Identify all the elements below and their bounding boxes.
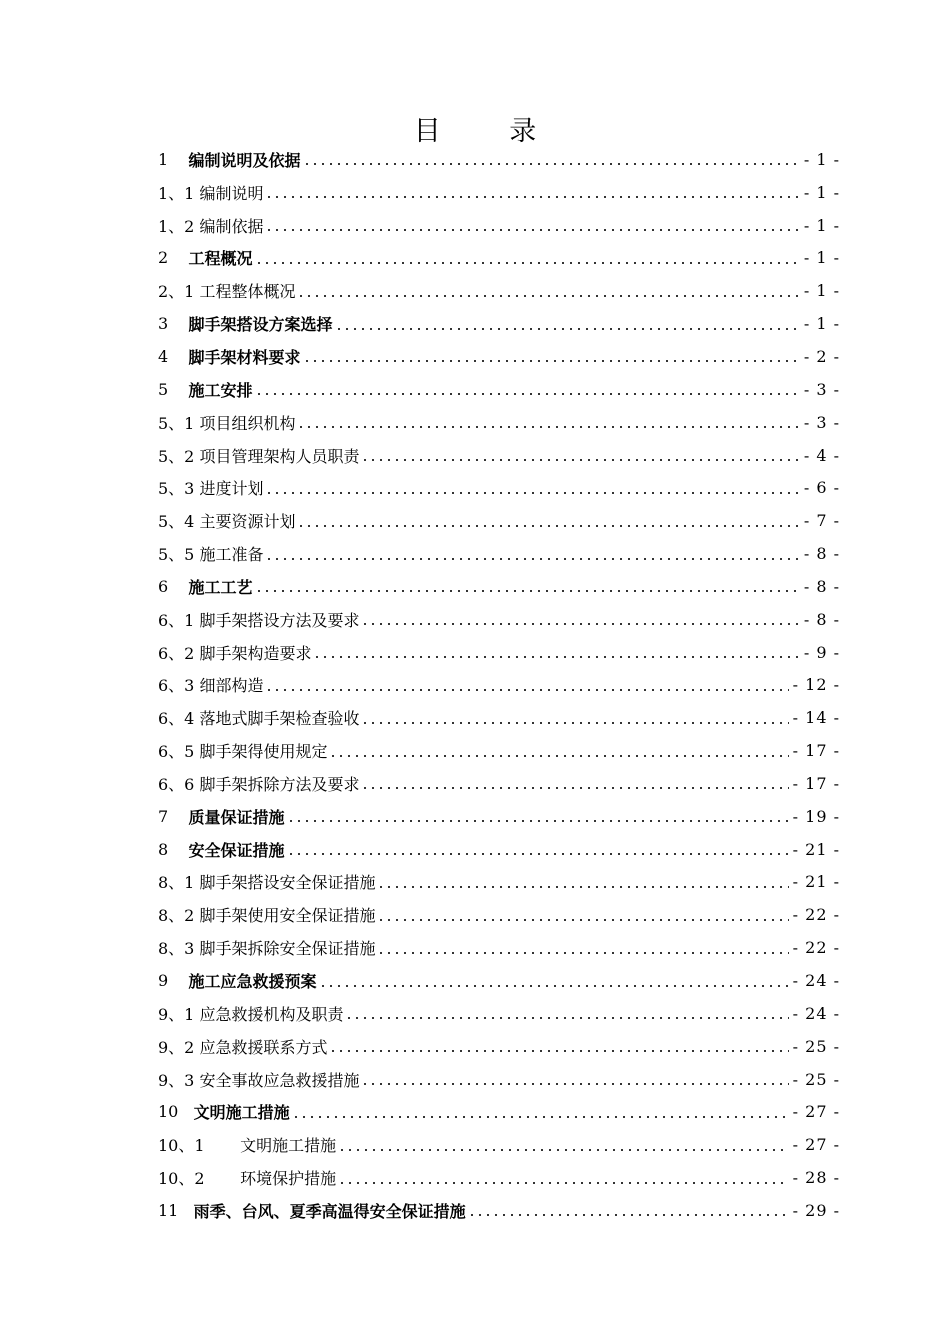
dot-leader <box>255 393 800 395</box>
toc-entry-number: 6 <box>158 576 189 596</box>
dot-leader <box>297 525 799 527</box>
dot-leader <box>265 558 799 560</box>
dot-leader <box>361 787 788 789</box>
toc-entry-page-number: - 28 - <box>792 1168 840 1188</box>
toc-entry-page-number: - 9 - <box>803 642 840 662</box>
toc-entry-title: 脚手架拆除方法及要求 <box>199 774 360 794</box>
toc-entry-title: 细部构造 <box>199 676 264 696</box>
toc-entry-title: 施工准备 <box>199 545 264 565</box>
toc-entry-title: 施工应急救援预案 <box>188 972 317 992</box>
toc-entry-number: 5、1 <box>158 413 200 433</box>
toc-entry-number: 1、2 <box>158 216 200 236</box>
toc-entry-number: 3 <box>158 314 189 334</box>
toc-entry-title: 文明施工措施 <box>193 1103 290 1123</box>
toc-entry[interactable] <box>158 537 840 570</box>
dot-leader <box>265 689 788 691</box>
toc-list <box>158 143 840 1227</box>
toc-entry-title: 编制依据 <box>199 216 264 236</box>
dot-leader <box>292 1116 789 1118</box>
toc-entry[interactable] <box>158 1030 840 1063</box>
dot-leader <box>338 1149 788 1151</box>
toc-entry-page-number: - 1 - <box>803 215 840 235</box>
toc-entry[interactable] <box>158 209 840 242</box>
toc-entry-number: 1 <box>158 149 189 169</box>
toc-entry-title: 安全事故应急救援措施 <box>199 1070 360 1090</box>
toc-entry[interactable] <box>158 997 840 1030</box>
toc-entry[interactable] <box>158 439 840 472</box>
toc-entry-page-number: - 22 - <box>792 938 840 958</box>
dot-leader <box>297 426 799 428</box>
toc-entry-page-number: - 8 - <box>803 609 840 629</box>
toc-entry[interactable] <box>158 471 840 504</box>
toc-entry-number: 9、1 <box>158 1004 200 1024</box>
toc-entry-title: 项目组织机构 <box>199 413 296 433</box>
toc-entry[interactable] <box>158 406 840 439</box>
dot-leader <box>361 722 788 724</box>
toc-entry-page-number: - 1 - <box>803 149 840 169</box>
toc-entry-page-number: - 3 - <box>803 412 840 432</box>
toc-entry-number: 2 <box>158 248 189 268</box>
dot-leader <box>313 656 799 658</box>
toc-entry-page-number: - 12 - <box>792 675 840 695</box>
toc-entry[interactable] <box>158 1095 840 1128</box>
toc-entry-page-number: - 1 - <box>803 182 840 202</box>
toc-entry[interactable] <box>158 340 840 373</box>
toc-entry-title: 应急救援机构及职责 <box>199 1004 344 1024</box>
dot-leader <box>255 262 800 264</box>
toc-entry-number: 11 <box>158 1200 194 1220</box>
dot-leader <box>329 755 788 757</box>
toc-entry-title: 施工工艺 <box>188 577 253 597</box>
toc-entry-number: 2、1 <box>158 282 200 302</box>
dot-leader <box>361 1083 788 1085</box>
toc-entry-title: 脚手架搭设方案选择 <box>188 315 333 335</box>
toc-entry[interactable] <box>158 701 840 734</box>
toc-entry-page-number: - 25 - <box>792 1069 840 1089</box>
toc-entry-number: 5、5 <box>158 545 200 565</box>
toc-entry[interactable] <box>158 669 840 702</box>
toc-entry[interactable] <box>158 1161 840 1194</box>
toc-entry-title: 主要资源计划 <box>199 512 296 532</box>
dot-leader <box>319 985 789 987</box>
dot-leader <box>265 229 799 231</box>
toc-entry-title: 安全保证措施 <box>188 840 285 860</box>
dot-leader <box>468 1214 789 1216</box>
toc-entry-number: 8 <box>158 839 189 859</box>
toc-entry[interactable] <box>158 833 840 866</box>
toc-entry[interactable] <box>158 307 840 340</box>
toc-entry[interactable] <box>158 767 840 800</box>
dot-leader <box>287 820 789 822</box>
dot-leader <box>338 1182 788 1184</box>
toc-title: 目 录 <box>413 116 567 147</box>
toc-entry-number: 5 <box>158 379 189 399</box>
toc-entry-number: 6、3 <box>158 676 200 696</box>
toc-entry-title: 应急救援联系方式 <box>199 1037 328 1057</box>
toc-entry[interactable] <box>158 866 840 899</box>
toc-entry-page-number: - 22 - <box>792 905 840 925</box>
toc-entry-title: 进度计划 <box>199 479 264 499</box>
toc-entry-page-number: - 27 - <box>792 1102 840 1122</box>
toc-entry-number: 8、2 <box>158 906 200 926</box>
toc-entry-title: 文明施工措施 <box>240 1136 337 1156</box>
toc-entry-page-number: - 3 - <box>803 379 840 399</box>
toc-entry-page-number: - 17 - <box>792 773 840 793</box>
toc-entry-number: 4 <box>158 346 189 366</box>
toc-entry[interactable] <box>158 504 840 537</box>
toc-entry-number: 10 <box>158 1102 194 1122</box>
toc-entry[interactable] <box>158 800 840 833</box>
toc-entry-title: 雨季、台风、夏季高温得安全保证措施 <box>193 1201 466 1221</box>
toc-entry-number: 9、2 <box>158 1037 200 1057</box>
dot-leader <box>265 196 799 198</box>
toc-entry-page-number: - 24 - <box>792 971 840 991</box>
toc-entry-title: 脚手架拆除安全保证措施 <box>199 939 376 959</box>
toc-entry-page-number: - 1 - <box>803 281 840 301</box>
toc-entry[interactable] <box>158 1194 840 1227</box>
toc-entry-title: 工程概况 <box>188 249 253 269</box>
toc-entry-number: 9、3 <box>158 1070 200 1090</box>
toc-entry-number: 6、1 <box>158 610 200 630</box>
toc-entry-page-number: - 1 - <box>803 314 840 334</box>
toc-entry-number: 8、3 <box>158 939 200 959</box>
toc-entry[interactable] <box>158 570 840 603</box>
toc-entry-page-number: - 14 - <box>792 708 840 728</box>
toc-entry-number: 5、4 <box>158 512 200 532</box>
toc-entry-title: 脚手架材料要求 <box>188 347 301 367</box>
toc-entry-page-number: - 7 - <box>803 511 840 531</box>
toc-entry-page-number: - 8 - <box>803 576 840 596</box>
dot-leader <box>303 360 800 362</box>
toc-entry[interactable] <box>158 176 840 209</box>
dot-leader <box>361 459 799 461</box>
toc-entry[interactable] <box>158 143 840 176</box>
toc-entry[interactable] <box>158 274 840 307</box>
toc-entry-number: 6、6 <box>158 774 200 794</box>
dot-leader <box>345 1017 788 1019</box>
toc-entry-page-number: - 24 - <box>792 1003 840 1023</box>
toc-entry-page-number: - 17 - <box>792 741 840 761</box>
toc-entry-number: 7 <box>158 806 189 826</box>
toc-entry-number: 9 <box>158 971 189 991</box>
toc-entry-page-number: - 6 - <box>803 478 840 498</box>
dot-leader <box>287 853 789 855</box>
toc-entry-number: 10、1 <box>158 1136 241 1156</box>
toc-entry-page-number: - 25 - <box>792 1036 840 1056</box>
toc-entry-page-number: - 27 - <box>792 1135 840 1155</box>
toc-entry-title: 脚手架使用安全保证措施 <box>199 906 376 926</box>
dot-leader <box>255 590 800 592</box>
toc-entry[interactable] <box>158 898 840 931</box>
toc-entry-page-number: - 29 - <box>792 1200 840 1220</box>
toc-entry[interactable] <box>158 636 840 669</box>
toc-entry-number: 10、2 <box>158 1169 241 1189</box>
toc-entry-title: 工程整体概况 <box>199 282 296 302</box>
dot-leader <box>335 328 800 330</box>
toc-entry-number: 6、2 <box>158 643 200 663</box>
toc-entry-number: 6、4 <box>158 709 200 729</box>
dot-leader <box>377 886 788 888</box>
toc-entry-number: 6、5 <box>158 742 200 762</box>
toc-entry[interactable] <box>158 734 840 767</box>
toc-entry-title: 脚手架得使用规定 <box>199 742 328 762</box>
toc-entry-page-number: - 4 - <box>803 445 840 465</box>
toc-entry[interactable] <box>158 373 840 406</box>
toc-entry-number: 5、2 <box>158 446 200 466</box>
toc-entry-page-number: - 21 - <box>792 872 840 892</box>
toc-entry-page-number: - 21 - <box>792 839 840 859</box>
dot-leader <box>377 952 788 954</box>
toc-entry[interactable] <box>158 1128 840 1161</box>
toc-entry[interactable] <box>158 931 840 964</box>
toc-entry-title: 环境保护措施 <box>240 1169 337 1189</box>
toc-entry-title: 质量保证措施 <box>188 807 285 827</box>
dot-leader <box>297 295 799 297</box>
dot-leader <box>361 623 799 625</box>
toc-entry[interactable] <box>158 603 840 636</box>
toc-entry-page-number: - 19 - <box>792 806 840 826</box>
toc-entry-page-number: - 8 - <box>803 544 840 564</box>
toc-entry-number: 5、3 <box>158 479 200 499</box>
toc-entry-title: 施工安排 <box>188 380 253 400</box>
toc-entry-title: 脚手架构造要求 <box>199 643 312 663</box>
dot-leader <box>329 1050 788 1052</box>
dot-leader <box>303 163 800 165</box>
dot-leader <box>265 492 799 494</box>
toc-entry[interactable] <box>158 1063 840 1096</box>
toc-entry-number: 8、1 <box>158 873 200 893</box>
toc-entry[interactable] <box>158 964 840 997</box>
toc-entry-title: 落地式脚手架检查验收 <box>199 709 360 729</box>
toc-entry[interactable] <box>158 242 840 275</box>
toc-entry-title: 编制说明 <box>199 183 264 203</box>
toc-entry-title: 脚手架搭设方法及要求 <box>199 610 360 630</box>
toc-entry-page-number: - 1 - <box>803 248 840 268</box>
dot-leader <box>377 919 788 921</box>
toc-entry-title: 编制说明及依据 <box>188 150 301 170</box>
toc-entry-title: 项目管理架构人员职责 <box>199 446 360 466</box>
toc-entry-number: 1、1 <box>158 183 200 203</box>
toc-entry-title: 脚手架搭设安全保证措施 <box>199 873 376 893</box>
toc-entry-page-number: - 2 - <box>803 346 840 366</box>
